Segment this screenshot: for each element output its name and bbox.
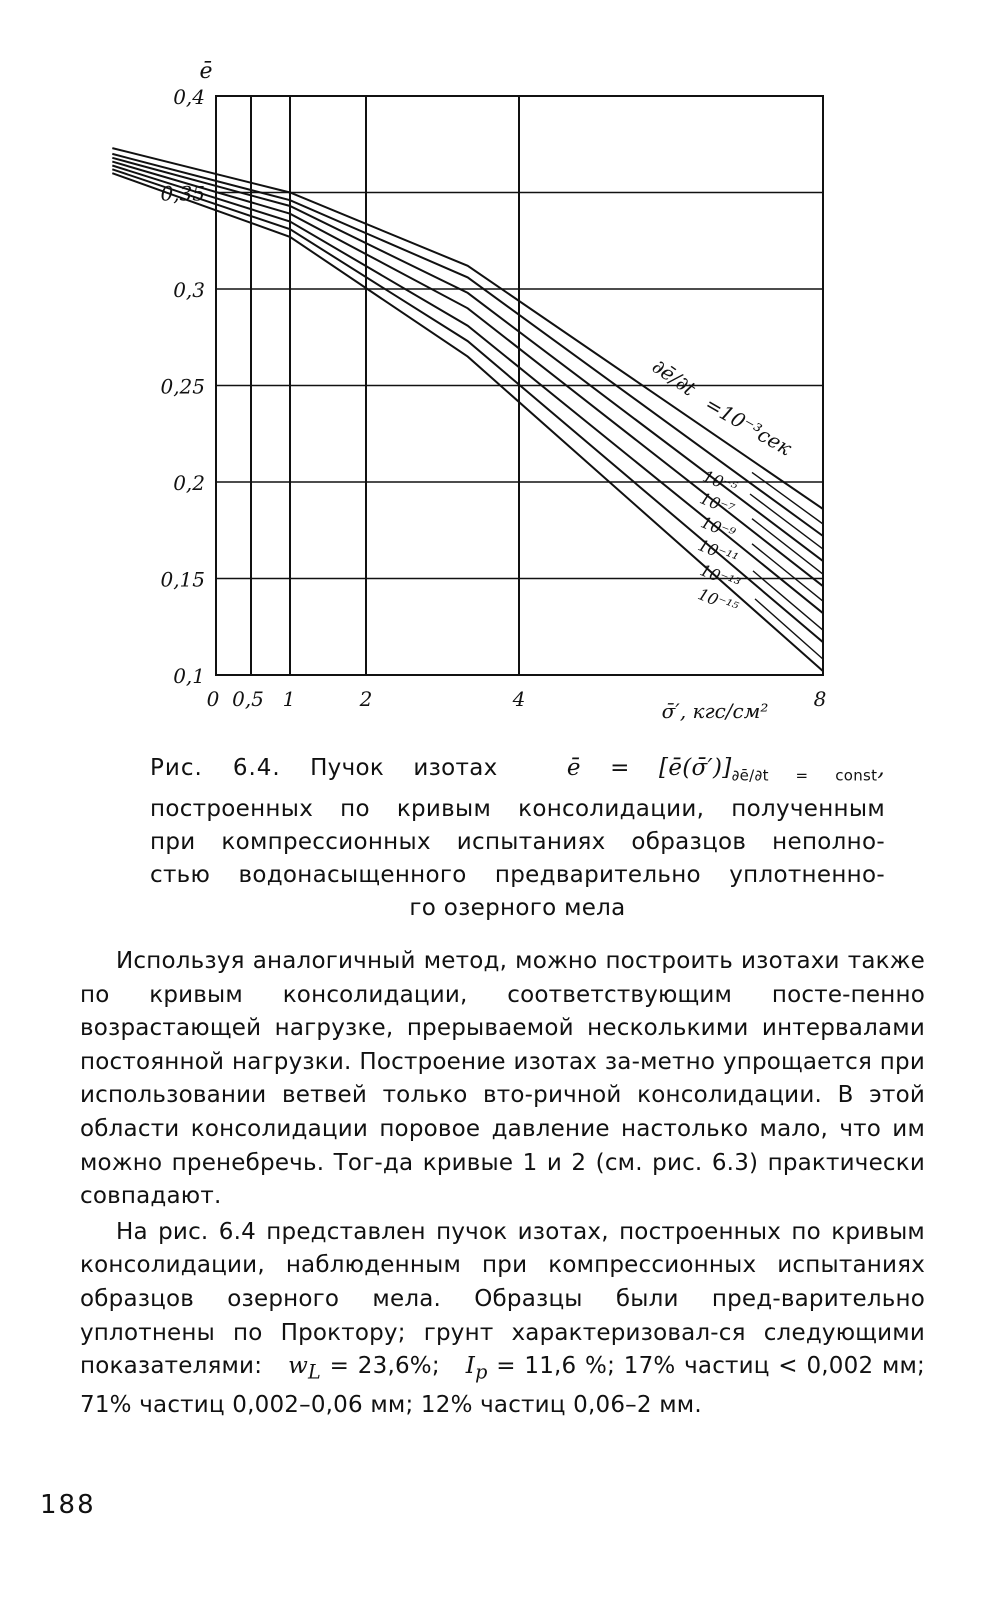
series-label: 10⁻¹¹ xyxy=(695,535,741,569)
figure-number: Рис. 6.4. xyxy=(150,755,281,781)
plasticity-index-value: = 11,6 %; xyxy=(496,1353,616,1380)
formula-subscript: ∂ē/∂t = const xyxy=(731,766,878,785)
caption-line-1 xyxy=(150,752,885,793)
caption-line-3: при компрессионных испытаниях образцов неполно- xyxy=(150,828,885,855)
paragraph-1: Используя аналогичный метод, можно построить изотахи также по кривым консолидации, соответствующим посте-пенно возрастающей нагрузке, прерываемой несколькими интервалами постоянной нагрузки. Построение изотах за-метно упрощается при использовании ветвей только вто-ричной консолидации. В этой области консолидации поровое давление настолько мало, что им можно пренебречь. Тог-да кривые 1 и 2 (см. рис. 6.3) практически совпадают. xyxy=(80,948,925,1210)
series-leader xyxy=(755,599,823,659)
series-line xyxy=(112,148,823,509)
x-tick-label: 0,5 xyxy=(232,687,264,711)
caption-line-2: построенных по кривым консолидации, полученным xyxy=(150,795,885,822)
isotach-chart xyxy=(0,0,993,745)
liquid-limit-value: = 23,6%; xyxy=(329,1353,440,1380)
y-tick-label: 0,25 xyxy=(160,374,205,399)
y-tick-label: 0,1 xyxy=(173,664,205,688)
body-text xyxy=(80,945,925,1423)
series-label: 10⁻⁷ xyxy=(697,488,737,520)
x-tick-label: 0 xyxy=(206,687,220,711)
y-tick-label: 0,2 xyxy=(173,471,205,495)
y-tick-label: 0,3 xyxy=(173,278,205,302)
figure-title: Пучок изотах xyxy=(310,755,498,781)
caption-formula xyxy=(566,755,885,785)
x-tick-label: 1 xyxy=(282,687,296,711)
plasticity-index-subscript: p xyxy=(475,1360,488,1384)
series-label: 10⁻⁹ xyxy=(698,512,738,544)
paragraph-2 xyxy=(80,1216,925,1423)
particle-composition: 17% частиц < 0,002 мм; 71% частиц 0,002–0,06 мм; 12% частиц 0,06–2 мм. xyxy=(80,1353,926,1419)
x-axis-label: σ̄′, кгс/см² xyxy=(661,699,769,723)
paragraph-2-text: На рис. 6.4 представлен пучок изотах, построенных по кривым консолидации, наблюденным при компрессионных испытаниях образцов озерного мела. Образцы были пред-варительно уплотнены по Проктору; грунт характеризовал-ся следующими показателями: xyxy=(80,1218,925,1380)
y-axis-label: ē xyxy=(199,59,213,84)
unit-label: =10⁻³сек xyxy=(701,391,796,461)
x-tick-label: 4 xyxy=(512,687,526,711)
caption-line-4: стью водонасыщенного предварительно уплотненно- xyxy=(150,861,885,888)
liquid-limit-symbol: w xyxy=(288,1353,309,1380)
y-tick-label: 0,35 xyxy=(160,181,205,206)
y-tick-label: 0,4 xyxy=(173,85,205,109)
x-tick-label: 8 xyxy=(813,687,827,711)
chart-labels xyxy=(160,59,826,723)
series-label: 10⁻¹⁵ xyxy=(695,584,741,618)
figure-caption xyxy=(150,752,885,925)
liquid-limit-subscript: L xyxy=(308,1360,321,1384)
formula-tail: , xyxy=(877,755,885,781)
series-leader xyxy=(753,571,823,630)
formula-main: ē = [ē(σ̄′)] xyxy=(566,755,732,781)
page-number: 188 xyxy=(40,1490,96,1520)
caption-line-5: го озерного мела xyxy=(409,894,626,921)
series-label: 10⁻⁵ xyxy=(700,466,740,498)
y-tick-label: 0,15 xyxy=(160,567,205,592)
x-tick-label: 2 xyxy=(359,687,373,711)
plasticity-index-symbol: I xyxy=(465,1353,476,1380)
derivative-label: ∂ē/∂t xyxy=(647,353,701,401)
series-label: 10⁻¹³ xyxy=(697,560,743,594)
